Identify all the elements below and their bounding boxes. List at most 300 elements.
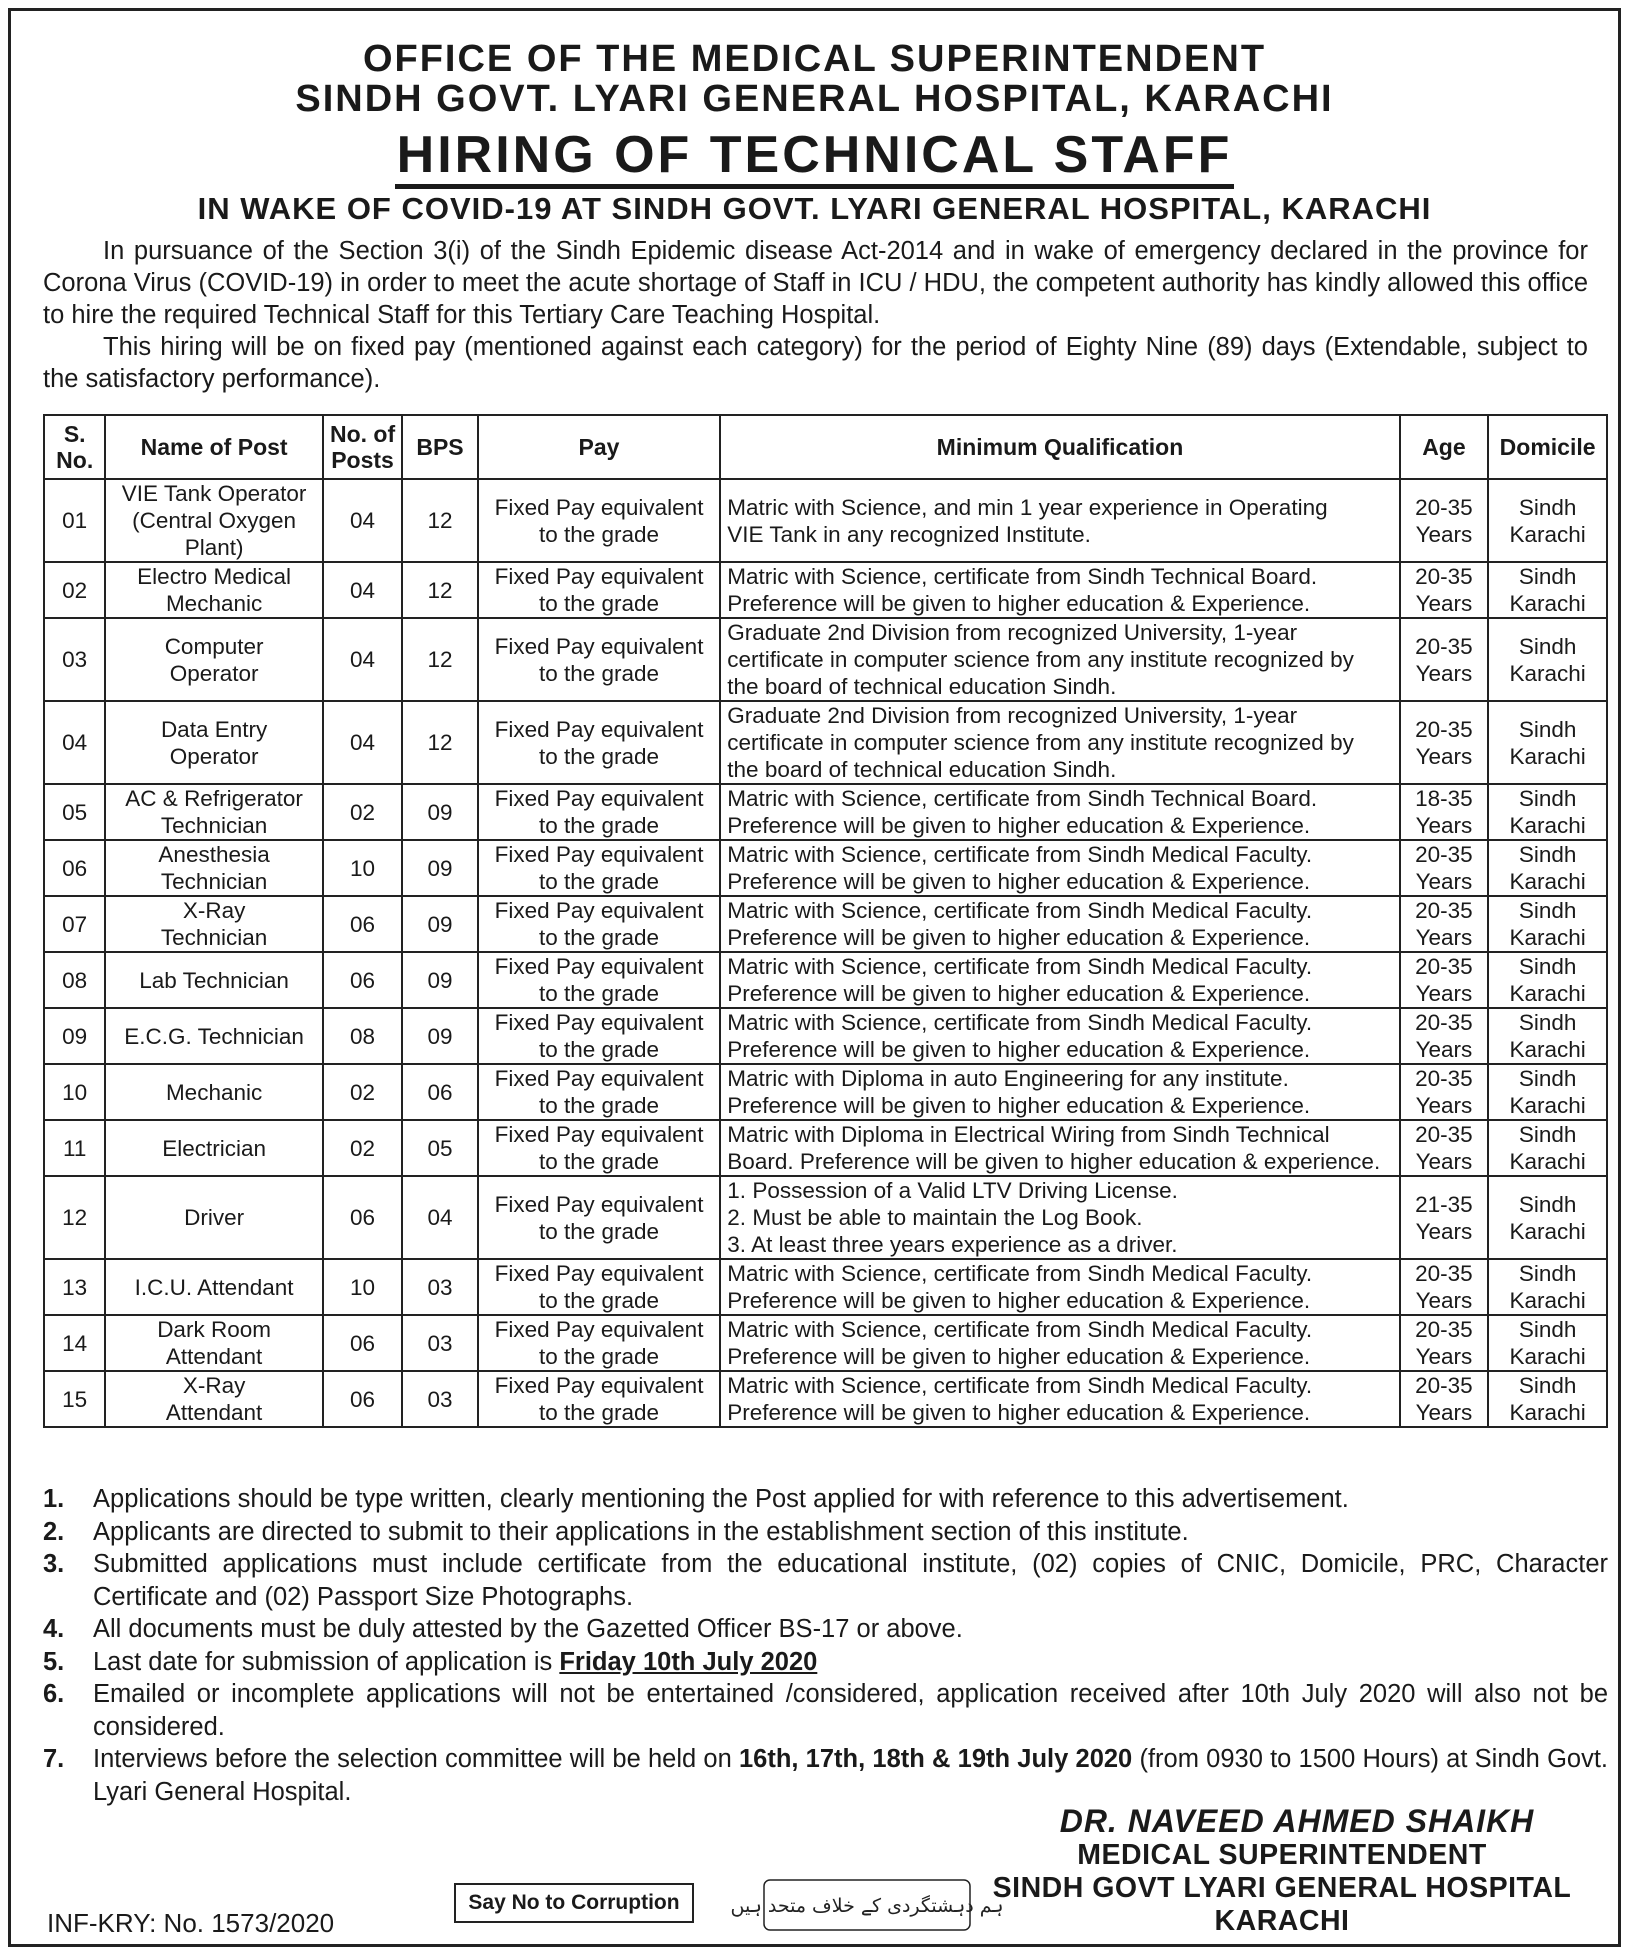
cell-domicile-line: Karachi: [1509, 1400, 1586, 1425]
cell-sno: [44, 1315, 105, 1371]
cell-qualification: [720, 952, 1399, 1008]
cell-age: [1400, 1315, 1489, 1371]
instruction-item: [43, 1678, 1608, 1743]
signatory-designation: MEDICAL SUPERINTENDENT: [1077, 1839, 1487, 1871]
cell-age: [1400, 1176, 1489, 1259]
cell-age-line: 20-35: [1415, 1317, 1473, 1342]
cell-posts-line: 10: [350, 1274, 376, 1300]
cell-qualification-line: Matric with Science, and min 1 year experience in Operating: [727, 494, 1328, 520]
cell-qualification-line: certificate in computer science from any institute recognized by: [727, 647, 1354, 672]
cell-qualification: [720, 618, 1399, 701]
cell-posts-line: 06: [350, 1205, 376, 1230]
cell-pay-line: Fixed Pay equivalent: [494, 786, 704, 811]
intro-paragraph-2: This hiring will be on fixed pay (mentioned against each category) for the period of Eighty Nine (89) days (Extendable, subject to the satisfactory performance).: [43, 333, 1588, 393]
cell-domicile: [1488, 1259, 1607, 1315]
cell-domicile: [1488, 784, 1607, 840]
cell-sno-line: 01: [62, 508, 88, 533]
cell-post-name-line: Computer: [164, 633, 264, 659]
cell-domicile: [1488, 952, 1607, 1008]
col-header-pay: Pay: [478, 415, 721, 479]
cell-posts: [323, 1259, 403, 1315]
table-row: [44, 896, 1607, 952]
cell-age: [1400, 701, 1489, 784]
cell-posts-line: 02: [350, 799, 376, 825]
cell-post-name-line: Electrician: [162, 1135, 266, 1161]
cell-pay-line: Fixed Pay equivalent: [494, 494, 704, 520]
cell-age: [1400, 1064, 1489, 1120]
cell-domicile-line: Karachi: [1509, 869, 1586, 894]
cell-age-line: 20-35: [1415, 1066, 1473, 1091]
cell-age: [1400, 1120, 1489, 1176]
cell-pay-line: to the grade: [538, 1288, 660, 1313]
instruction-number: 7.: [43, 1745, 65, 1773]
cell-post-name-line: Attendant: [165, 1400, 263, 1425]
cell-post-name-line: Technician: [160, 925, 268, 950]
cell-age: [1400, 896, 1489, 952]
cell-sno-line: 06: [62, 855, 88, 881]
urdu-slogan-stamp: [730, 1879, 1004, 1931]
cell-sno: [44, 701, 105, 784]
cell-pay-line: to the grade: [538, 1218, 660, 1244]
cell-pay-line: Fixed Pay equivalent: [494, 564, 704, 589]
cell-pay-line: to the grade: [538, 1149, 660, 1174]
cell-pay-line: to the grade: [538, 1093, 660, 1118]
cell-post-name: [105, 1008, 322, 1064]
cell-sno-line: 12: [62, 1205, 88, 1230]
cell-post-name-line: (Central Oxygen: [132, 508, 296, 533]
table-row: [44, 562, 1607, 618]
cell-bps: [402, 1008, 477, 1064]
cell-qualification: [720, 1008, 1399, 1064]
cell-pay-line: Fixed Pay equivalent: [494, 1317, 704, 1342]
cell-posts-line: 10: [350, 855, 376, 881]
cell-bps-line: 03: [427, 1330, 453, 1356]
cell-sno-line: 11: [63, 1135, 87, 1161]
cell-qualification-line: Matric with Science, certificate from Sindh Medical Faculty.: [727, 1317, 1313, 1342]
cell-domicile-line: Karachi: [1509, 925, 1586, 950]
table-header-row: [44, 415, 1607, 479]
cell-sno: [44, 952, 105, 1008]
cell-pay: [478, 784, 721, 840]
cell-pay-line: to the grade: [538, 1400, 660, 1425]
cell-bps: [402, 1259, 477, 1315]
instruction-item: [43, 1483, 1608, 1516]
cell-bps-line: 04: [427, 1205, 453, 1230]
cell-post-name-line: Dark Room: [157, 1317, 271, 1342]
cell-domicile-line: Sindh: [1518, 1122, 1577, 1147]
cell-pay: [478, 1371, 721, 1427]
cell-domicile-line: Karachi: [1509, 1149, 1586, 1174]
cell-posts: [323, 952, 403, 1008]
cell-pay: [478, 1120, 721, 1176]
cell-qualification-line: 2. Must be able to maintain the Log Book.: [727, 1205, 1143, 1230]
cell-bps-line: 03: [427, 1386, 453, 1412]
cell-pay-line: Fixed Pay equivalent: [494, 1066, 704, 1091]
cell-age-line: 20-35: [1415, 898, 1473, 923]
cell-domicile-line: Karachi: [1509, 1344, 1586, 1369]
cell-bps-line: 09: [427, 855, 453, 881]
cell-domicile-line: Karachi: [1509, 813, 1586, 838]
cell-post-name-line: Attendant: [165, 1344, 263, 1369]
cell-posts: [323, 1315, 403, 1371]
cell-posts-line: 04: [350, 647, 376, 672]
cell-qualification-line: Matric with Science, certificate from Sindh Medical Faculty.: [727, 954, 1313, 979]
cell-domicile-line: Sindh: [1518, 1373, 1577, 1398]
cell-sno: [44, 1008, 105, 1064]
cell-pay-line: Fixed Pay equivalent: [494, 1010, 704, 1035]
cell-post-name-line: Mechanic: [165, 591, 263, 616]
cell-bps: [402, 1120, 477, 1176]
cell-age-line: Years: [1415, 1093, 1473, 1118]
cell-post-name: [105, 840, 322, 896]
cell-post-name: [105, 1371, 322, 1427]
cell-sno: [44, 1176, 105, 1259]
cell-domicile-line: Karachi: [1509, 743, 1586, 769]
table-row: [44, 1120, 1607, 1176]
instruction-item: [43, 1613, 1608, 1646]
cell-bps: [402, 1315, 477, 1371]
table-row: [44, 1008, 1607, 1064]
cell-bps: [402, 1176, 477, 1259]
cell-qualification: [720, 1064, 1399, 1120]
cell-sno-line: 07: [62, 911, 88, 937]
cell-qualification-line: Matric with Diploma in Electrical Wiring from Sindh Technical: [727, 1122, 1330, 1147]
cell-qualification-line: VIE Tank in any recognized Institute.: [727, 521, 1091, 547]
cell-age-line: Years: [1415, 1344, 1473, 1369]
cell-age: [1400, 840, 1489, 896]
cell-pay-line: Fixed Pay equivalent: [494, 633, 704, 659]
cell-qualification-line: Matric with Science, certificate from Sindh Medical Faculty.: [727, 898, 1313, 923]
cell-pay-line: to the grade: [538, 743, 660, 769]
page-subtitle: IN WAKE OF COVID-19 AT SINDH GOVT. LYARI GENERAL HOSPITAL, KARACHI: [197, 191, 1432, 226]
cell-qualification: [720, 1315, 1399, 1371]
cell-sno: [44, 896, 105, 952]
cell-pay: [478, 1259, 721, 1315]
cell-post-name: [105, 952, 322, 1008]
instruction-item: [43, 1516, 1608, 1549]
cell-age: [1400, 562, 1489, 618]
cell-bps-line: 09: [427, 799, 453, 825]
cell-domicile: [1488, 1315, 1607, 1371]
cell-sno: [44, 1120, 105, 1176]
table-row: [44, 1315, 1607, 1371]
cell-sno-line: 05: [62, 799, 88, 825]
cell-post-name-line: Technician: [160, 869, 268, 894]
cell-age: [1400, 784, 1489, 840]
cell-post-name-line: E.C.G. Technician: [124, 1023, 304, 1049]
col-header-posts: No. of Posts: [323, 415, 403, 479]
cell-posts: [323, 1371, 403, 1427]
cell-sno: [44, 1064, 105, 1120]
table-row: [44, 701, 1607, 784]
cell-post-name: [105, 562, 322, 618]
cell-bps: [402, 784, 477, 840]
cell-bps-line: 09: [427, 967, 453, 993]
cell-domicile: [1488, 1064, 1607, 1120]
page-title: [11, 127, 1618, 183]
cell-pay: [478, 479, 721, 562]
cell-age-line: 20-35: [1415, 842, 1473, 867]
signatory-city: KARACHI: [1214, 1905, 1350, 1937]
cell-post-name: [105, 618, 322, 701]
cell-age-line: 18-35: [1415, 786, 1473, 811]
cell-qualification-line: Preference will be given to higher education & Experience.: [727, 813, 1311, 838]
cell-pay: [478, 952, 721, 1008]
page-title-text: HIRING OF TECHNICAL STAFF: [395, 126, 1235, 189]
intro-paragraph-1: In pursuance of the Section 3(i) of the Sindh Epidemic disease Act-2014 and in wake of emergency declared in the province for Corona Virus (COVID-19) in order to meet the acute shortage of Staff in ICU / HDU, the competent authority has kindly allowed this office to hire the required Technical Staff for this Tertiary Care Teaching Hospital.: [43, 237, 1588, 329]
cell-posts-line: 06: [350, 967, 376, 993]
cell-domicile-line: Karachi: [1509, 1093, 1586, 1118]
cell-age-line: Years: [1415, 1288, 1473, 1313]
cell-domicile-line: Karachi: [1509, 981, 1586, 1006]
cell-posts: [323, 1176, 403, 1259]
cell-qualification: [720, 896, 1399, 952]
cell-bps: [402, 701, 477, 784]
intro-text: [43, 235, 1588, 395]
cell-domicile-line: Sindh: [1518, 1010, 1577, 1035]
cell-bps-line: 09: [427, 911, 453, 937]
cell-sno-line: 02: [62, 577, 88, 603]
cell-posts-line: 02: [350, 1079, 376, 1105]
cell-post-name-line: Operator: [169, 743, 259, 769]
cell-qualification-line: 1. Possession of a Valid LTV Driving License.: [727, 1178, 1178, 1203]
cell-age: [1400, 952, 1489, 1008]
cell-sno-line: 15: [62, 1386, 88, 1412]
cell-age-line: 20-35: [1415, 1122, 1473, 1147]
cell-post-name-line: Driver: [184, 1205, 245, 1230]
cell-post-name-line: Lab Technician: [139, 967, 289, 993]
cell-qualification: [720, 784, 1399, 840]
cell-bps-line: 12: [427, 730, 453, 755]
cell-posts: [323, 1008, 403, 1064]
cell-pay-line: to the grade: [538, 591, 660, 616]
instruction-text: All documents must be duly attested by the Gazetted Officer BS-17 or above.: [93, 1615, 963, 1643]
cell-domicile-line: Karachi: [1509, 1037, 1586, 1062]
signatory-name: DR. NAVEED AHMED SHAIKH: [1059, 1803, 1535, 1839]
cell-age: [1400, 1259, 1489, 1315]
table-row: [44, 952, 1607, 1008]
cell-bps: [402, 896, 477, 952]
cell-post-name-line: Technician: [160, 813, 268, 838]
table-row: [44, 479, 1607, 562]
table-body: [44, 479, 1607, 1427]
col-header-domicile: Domicile: [1488, 415, 1607, 479]
table-row: [44, 1259, 1607, 1315]
table-row: [44, 618, 1607, 701]
cell-age: [1400, 479, 1489, 562]
cell-bps: [402, 1371, 477, 1427]
instruction-highlight: Friday 10th July 2020: [559, 1647, 818, 1676]
cell-pay-line: to the grade: [538, 521, 660, 547]
cell-post-name: [105, 1315, 322, 1371]
cell-domicile-line: Karachi: [1509, 1218, 1586, 1244]
cell-age-line: 20-35: [1415, 494, 1473, 520]
cell-pay-line: Fixed Pay equivalent: [494, 1373, 704, 1398]
office-heading: OFFICE OF THE MEDICAL SUPERINTENDENT: [362, 38, 1267, 80]
posts-table: [43, 414, 1608, 1428]
cell-pay: [478, 1064, 721, 1120]
cell-domicile-line: Sindh: [1518, 898, 1577, 923]
cell-qualification: [720, 840, 1399, 896]
cell-post-name: [105, 701, 322, 784]
cell-domicile: [1488, 618, 1607, 701]
cell-qualification: [720, 1176, 1399, 1259]
cell-domicile-line: Sindh: [1518, 1066, 1577, 1091]
cell-pay: [478, 701, 721, 784]
cell-sno: [44, 479, 105, 562]
cell-qualification-line: Preference will be given to higher education & Experience.: [727, 1288, 1311, 1313]
instructions-list: [43, 1483, 1608, 1808]
cell-domicile: [1488, 479, 1607, 562]
cell-posts: [323, 840, 403, 896]
cell-age-line: Years: [1415, 1218, 1473, 1244]
cell-posts: [323, 896, 403, 952]
cell-bps-line: 05: [427, 1135, 453, 1161]
table-row: [44, 1176, 1607, 1259]
cell-post-name-line: VIE Tank Operator: [121, 481, 307, 506]
cell-qualification-line: Graduate 2nd Division from recognized University, 1-year: [727, 703, 1298, 728]
cell-domicile: [1488, 1120, 1607, 1176]
cell-age-line: 20-35: [1415, 564, 1473, 589]
cell-qualification-line: 3. At least three years experience as a driver.: [727, 1232, 1178, 1257]
cell-qualification: [720, 562, 1399, 618]
cell-post-name-line: AC & Refrigerator: [125, 786, 303, 811]
cell-pay-line: Fixed Pay equivalent: [494, 716, 704, 742]
cell-qualification: [720, 701, 1399, 784]
cell-sno: [44, 1371, 105, 1427]
cell-qualification-line: Matric with Science, certificate from Sindh Technical Board.: [727, 786, 1318, 811]
cell-post-name: [105, 1064, 322, 1120]
cell-pay-line: Fixed Pay equivalent: [494, 1122, 704, 1147]
cell-sno-line: 14: [62, 1330, 88, 1356]
col-header-qualification: Minimum Qualification: [720, 415, 1399, 479]
cell-age-line: Years: [1415, 981, 1473, 1006]
cell-posts: [323, 618, 403, 701]
instruction-text: Applications should be type written, clearly mentioning the Post applied for with reference to this advertisement.: [93, 1485, 1349, 1513]
instruction-number: 3.: [43, 1550, 65, 1578]
cell-domicile: [1488, 896, 1607, 952]
cell-age-line: 21-35: [1415, 1191, 1473, 1217]
cell-bps-line: 09: [427, 1023, 453, 1049]
cell-age: [1400, 1371, 1489, 1427]
cell-qualification-line: Preference will be given to higher education & Experience.: [727, 1037, 1311, 1062]
instruction-item: [43, 1743, 1608, 1808]
cell-domicile-line: Sindh: [1518, 842, 1577, 867]
cell-qualification: [720, 1371, 1399, 1427]
cell-domicile-line: Sindh: [1518, 1261, 1577, 1286]
cell-post-name-line: I.C.U. Attendant: [134, 1274, 294, 1300]
cell-post-name: [105, 1176, 322, 1259]
cell-posts: [323, 1064, 403, 1120]
col-header-age: Age: [1400, 415, 1489, 479]
cell-pay: [478, 1315, 721, 1371]
signatory-hospital: SINDH GOVT LYARI GENERAL HOSPITAL: [992, 1872, 1572, 1904]
cell-qualification-line: Matric with Science, certificate from Sindh Technical Board.: [727, 564, 1318, 589]
cell-pay: [478, 896, 721, 952]
cell-domicile-line: Karachi: [1509, 1288, 1586, 1313]
cell-qualification-line: Matric with Science, certificate from Sindh Medical Faculty.: [727, 1373, 1313, 1398]
cell-qualification-line: Graduate 2nd Division from recognized University, 1-year: [727, 620, 1298, 645]
cell-bps: [402, 840, 477, 896]
cell-post-name: [105, 1120, 322, 1176]
cell-age-line: Years: [1415, 869, 1473, 894]
instruction-text: Interviews before the selection committee will be held on 16th, 17th, 18th & 19th July 2020 (from 0930 to 1500 Hours) at Sindh Govt. Lyari General Hospital.: [93, 1745, 1609, 1806]
cell-pay-line: to the grade: [538, 981, 660, 1006]
instruction-number: 5.: [43, 1647, 65, 1676]
cell-age: [1400, 618, 1489, 701]
cell-sno-line: 10: [62, 1079, 88, 1105]
cell-age-line: Years: [1415, 743, 1473, 769]
anti-corruption-slogan: Say No to Corruption: [454, 1883, 694, 1923]
cell-bps: [402, 952, 477, 1008]
table-row: [44, 1371, 1607, 1427]
cell-domicile-line: Karachi: [1509, 660, 1586, 686]
cell-bps-line: 12: [427, 647, 453, 672]
cell-domicile-line: Sindh: [1518, 1317, 1577, 1342]
cell-post-name-line: X-Ray: [182, 1373, 246, 1398]
cell-domicile-line: Sindh: [1518, 1191, 1577, 1217]
cell-pay-line: to the grade: [538, 813, 660, 838]
cell-domicile-line: Karachi: [1509, 591, 1586, 616]
table-row: [44, 784, 1607, 840]
cell-age-line: 20-35: [1415, 716, 1473, 742]
cell-domicile-line: Sindh: [1518, 786, 1577, 811]
cell-posts-line: 04: [350, 577, 376, 603]
cell-domicile: [1488, 1371, 1607, 1427]
cell-sno-line: 04: [62, 730, 88, 755]
signature-block: [982, 1803, 1582, 1938]
cell-pay-line: Fixed Pay equivalent: [494, 954, 704, 979]
instruction-highlight: 16th, 17th, 18th & 19th July 2020: [738, 1745, 1133, 1773]
cell-sno-line: 13: [62, 1274, 88, 1300]
cell-pay-line: Fixed Pay equivalent: [494, 898, 704, 923]
cell-pay-line: Fixed Pay equivalent: [494, 1191, 704, 1217]
cell-post-name-line: Electro Medical: [137, 564, 291, 589]
col-header-sno: S. No.: [44, 415, 105, 479]
cell-domicile-line: Sindh: [1518, 494, 1577, 520]
cell-post-name: [105, 784, 322, 840]
cell-pay: [478, 1176, 721, 1259]
cell-age-line: 20-35: [1415, 954, 1473, 979]
cell-posts-line: 06: [350, 1330, 376, 1356]
cell-age: [1400, 1008, 1489, 1064]
cell-pay-line: to the grade: [538, 869, 660, 894]
cell-domicile-line: Sindh: [1518, 954, 1577, 979]
table-row: [44, 1064, 1607, 1120]
cell-bps-line: 12: [427, 577, 453, 603]
cell-post-name-line: Operator: [169, 660, 259, 686]
cell-post-name-line: X-Ray: [182, 898, 246, 923]
cell-domicile: [1488, 562, 1607, 618]
cell-posts: [323, 479, 403, 562]
cell-age-line: 20-35: [1415, 1010, 1473, 1035]
cell-posts-line: 06: [350, 1386, 376, 1412]
cell-post-name: [105, 479, 322, 562]
cell-post-name-line: Data Entry: [160, 716, 268, 742]
cell-posts-line: 04: [350, 508, 376, 533]
cell-qualification: [720, 1120, 1399, 1176]
cell-qualification-line: Board. Preference will be given to higher education & experience.: [727, 1149, 1381, 1174]
cell-qualification: [720, 479, 1399, 562]
cell-qualification-line: Preference will be given to higher education & Experience.: [727, 1400, 1311, 1425]
instruction-item: [43, 1548, 1608, 1613]
cell-age-line: Years: [1415, 1149, 1473, 1174]
cell-posts-line: 08: [350, 1023, 376, 1049]
cell-sno: [44, 562, 105, 618]
table-row: [44, 840, 1607, 896]
cell-age-line: 20-35: [1415, 1261, 1473, 1286]
cell-age-line: Years: [1415, 813, 1473, 838]
